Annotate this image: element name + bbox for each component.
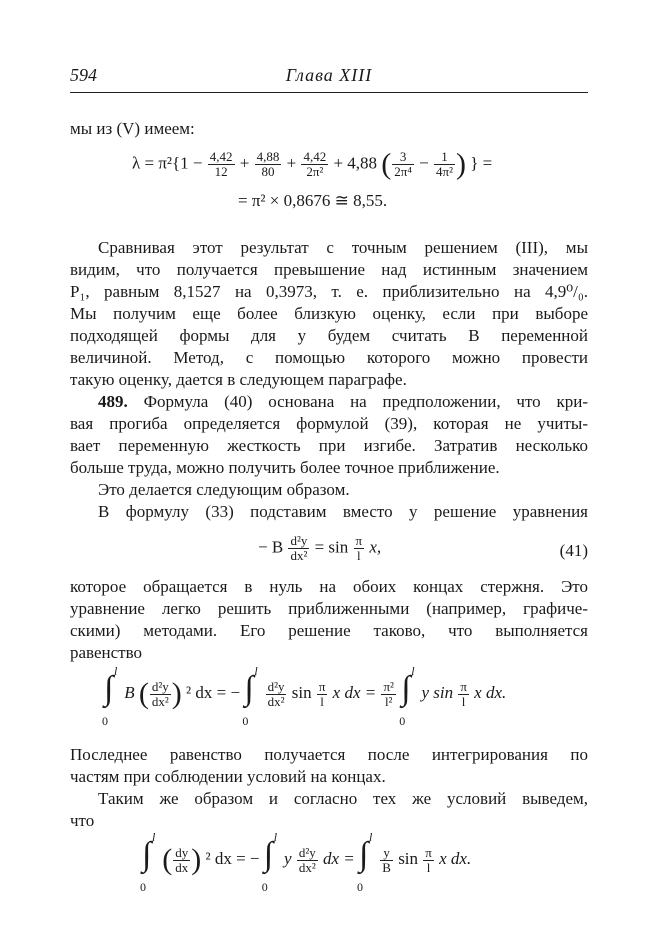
text-line: видим, что получается превышение над истинным значением — [70, 260, 588, 279]
text-line: Мы получим еще более близкую оценку, если при выборе — [70, 304, 588, 323]
integral-sign: ∫ l 0 — [399, 664, 415, 728]
chapter-title: Глава XIII — [285, 65, 373, 85]
text-line: Сравнивая этот результат с точным решением (III), мы — [98, 238, 588, 257]
text-line: вает переменную жесткость при изгибе. Затратив несколько — [70, 436, 588, 455]
text-line: подходящей формы для y будем считать B переменной — [70, 326, 588, 345]
fraction: $\frac{dy}{dx}$ — [175, 844, 189, 875]
text-line: частям при соблюдении условий на концах. — [70, 767, 386, 786]
intro-line: мы из (V) имеем: — [70, 119, 195, 138]
fraction: $\frac{4,88}{80}$ — [256, 149, 280, 179]
lambda-result: = π² × 0,8676 ≅ 8,55. — [238, 191, 388, 210]
text-line: больше труда, можно получить более точное приближение. — [70, 458, 500, 477]
equation-lambda: λ = π²{1 − $\frac{4,42}{12}$ + $\frac{4,88}{80}$ + $\frac{4,42}{\text{2π²}}$ + 4,88 ( $\frac{3}{\text{2π⁴}}$ − $\frac{1}{\text{4π²}}$ ) } = — [132, 147, 493, 181]
page-header — [70, 62, 588, 93]
lambda-mid: + 4,88 — [333, 153, 378, 173]
text-line: В формулу (33) подставим вместо y решение уравнения — [98, 502, 588, 521]
lambda-end: } = — [470, 153, 493, 173]
fraction: $\frac{\pi}{l}$ — [355, 533, 363, 563]
fraction: $\frac{\text{π²}}{\text{l²}}$ — [383, 678, 394, 709]
equation-number: (41) — [559, 541, 588, 560]
paren-open: ( — [381, 147, 392, 181]
equation-41: − B $\frac{\text{d²y}}{\text{dx²}}$ = sin $\frac{\pi}{l}$ x, — [258, 533, 382, 563]
text-line: Последнее равенство получается после интегрирования по — [70, 745, 588, 764]
lambda-lhs: λ = π²{1 − — [132, 153, 203, 173]
fraction: $\frac{y}{B}$ — [382, 844, 391, 875]
fraction: $\frac{1}{\text{4π²}}$ — [436, 149, 453, 179]
section-number: 489. — [98, 392, 128, 411]
fraction: $\frac{\text{d²y}}{\text{dx²}}$ — [290, 533, 308, 563]
text-line: величиной. Метод, с помощью которого можно провести — [70, 348, 588, 367]
integral-sign: ∫ l 0 — [242, 664, 258, 728]
fraction: $\frac{3}{\text{2π⁴}}$ — [394, 149, 412, 179]
integral-sign: ∫ l 0 — [102, 664, 118, 728]
text-line: Это делается следующим образом. — [98, 480, 350, 499]
text-line: уравнение легко решить приближенными (например, графиче- — [70, 599, 588, 618]
fraction: $\frac{\pi}{l}$ — [425, 844, 432, 875]
integral-sign: ∫ l 0 — [140, 830, 156, 894]
text-line: такую оценку, дается в следующем параграфе. — [70, 370, 407, 389]
equation-integral-1: ∫ l 0 B ( $\frac{\text{d²y}}{\text{dx²}}$ ) ² dx = − ∫ l 0 $\frac{\text{d²y}}{\text{dx²}}$ sin $\frac{\pi}{l}$ x dx = $\frac{\text{π²}}{\text{l²}}$ ∫ l 0 y sin $\frac{\pi}{l}$ x dx. — [102, 664, 507, 728]
text-line: P₁, равным 8,1527 на 0,3973, т. е. приблизительно на 4,9⁰/₀. — [70, 282, 588, 301]
fraction: $\frac{\pi}{l}$ — [318, 678, 326, 709]
text-line: Таким же образом и согласно тех же условий выведем, — [98, 789, 588, 808]
integral-sign: ∫ l 0 — [357, 830, 373, 894]
text-line: что — [70, 811, 95, 830]
text-line: равенство — [70, 643, 143, 662]
fraction: $\frac{\text{d²y}}{\text{dx²}}$ — [298, 844, 316, 875]
page-number: 594 — [70, 65, 97, 85]
text-line: вая прогиба определяется формулой (39), которая не учиты- — [70, 414, 588, 433]
text-line: которое обращается в нуль на обоих концах стержня. Это — [70, 577, 588, 596]
fraction: $\frac{4,42}{12}$ — [209, 149, 233, 179]
equation-integral-2: ∫ l 0 ( $\frac{dy}{dx}$ ) ² dx = − ∫ l 0 y $\frac{\text{d²y}}{\text{dx²}}$ dx = ∫ l 0 $\frac{y}{B}$ sin $\frac{\pi}{l}$ x dx. — [140, 830, 472, 894]
integral-sign: ∫ l 0 — [261, 830, 278, 894]
text-line: скими) методами. Его решение таково, что выполняется — [70, 621, 588, 640]
fraction: $\frac{\pi}{l}$ — [460, 678, 467, 709]
section-489-first: 489. Формула (40) основана на предположении, что кри- — [98, 392, 589, 411]
fraction: $\frac{\text{d²y}}{\text{dx²}}$ — [151, 678, 169, 709]
fraction: $\frac{4,42}{\text{2π²}}$ — [303, 149, 327, 179]
fraction: $\frac{\text{d²y}}{\text{dx²}}$ — [267, 678, 285, 709]
paren-close: ) — [455, 147, 466, 181]
